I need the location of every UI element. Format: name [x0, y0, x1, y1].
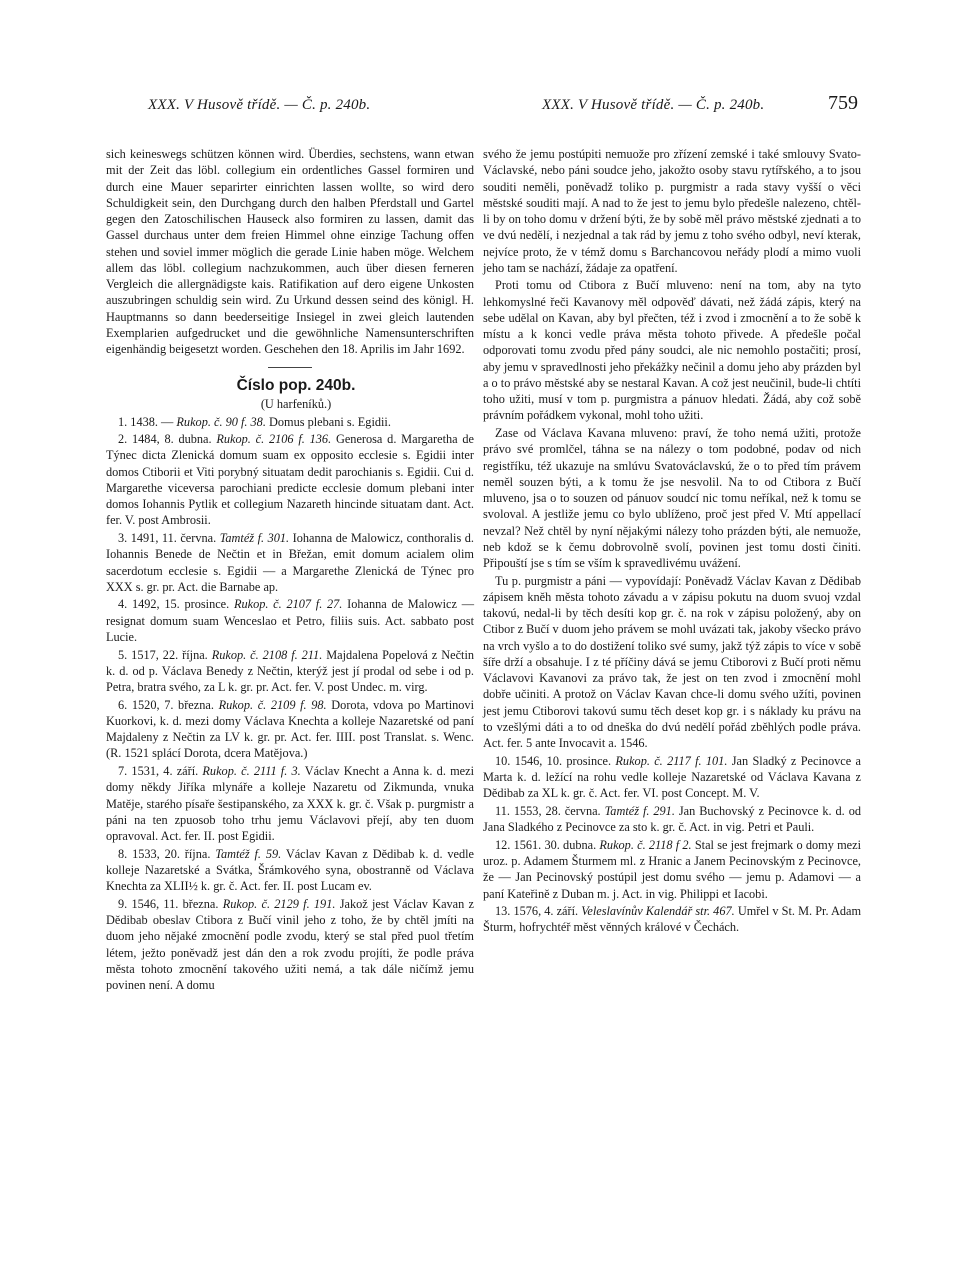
entry-date: 12. 1561. 30. dubna. — [495, 837, 597, 852]
entry-source-ref: Rukop. č. 2118 f 2. — [599, 837, 692, 852]
register-entry — [483, 903, 861, 936]
section-divider — [268, 367, 312, 368]
entry-text: Iohanna de Malowicz, conthoralis d. Iohannis Benede de Nečtin et in Břežan, emit domum acialem olim sacerdotum ecclesie s. Egidii — a Margarethe Zlenická de Týnec pro XXX s. gr. pr. Act. die Barnabe ap. — [106, 531, 474, 594]
register-entry — [106, 697, 474, 762]
entry-source-ref: Rukop. č. 2129 f. 191. — [222, 896, 336, 911]
register-entry — [483, 753, 861, 802]
register-entry — [106, 530, 474, 595]
entry-source-ref: Rukop. č. 2117 f. 101. — [615, 753, 728, 768]
entry-source-ref: Rukop. č. 2108 f. 211. — [211, 647, 323, 662]
entry-date: 7. 1531, 4. září. — [118, 764, 199, 779]
entry-text: Majdalena Popelová z Nečtin k. d. od p. Václava Benedy z Nečtin, kterýž jest jí prodal od sebe i od p. Petra, bratra svého, za L k. gr. pr. Act. fer. V. post Undec. m. virg. — [106, 647, 475, 695]
entry-source-ref: Tamtéž f. 291. — [604, 803, 675, 818]
entry-date: 5. 1517, 22. října. — [118, 647, 208, 662]
entry-source-ref: Rukop. č. 90 f. 38. — [176, 414, 266, 429]
entry-source-ref: Tamtéž f. 59. — [215, 846, 282, 861]
entry-list-left — [106, 414, 474, 994]
entry-date: 1. 1438. — — [118, 414, 174, 429]
register-entry — [106, 647, 474, 696]
section-title: Číslo pop. 240b. — [236, 377, 356, 395]
entry-date: 11. 1553, 28. června. — [495, 803, 601, 818]
page-number: 759 — [828, 92, 858, 114]
entry-date: 2. 1484, 8. dubna. — [118, 432, 212, 447]
entry-text: Umřel v St. M. Pr. Adam Šturm, hofrychtéř měst věnných králové v Čechách. — [483, 904, 862, 935]
right-paragraph: Tu p. purgmistr a páni — vypovídají: Poněvadž Václav Kavan z Dědibab zápisem kněh města tohoto závadu a v zápisu pokutu na duom svuoj vzdal takovú, nedal-li by těch desíti kop gr. č. na rok v zápisu položený, aby on Ctibor z Bučí v duom jeho právem se mohl uvázati tak, jakoby všecko právo na vrch vyšlo a to do dostižení toliko své sumy, jakž týž zápis to více v sobě šíře drží a obsahuje. I z té příčiny dává se jemu Ctiborovi z Bučí proti němu Václavovi Kavanovi za právo tak, že jest on ten zvod i zmocnění mohl dobře učiniti. A protož on Václav Kavan chce-li domu svého užíti, povinen jest jemu Ctiborovi takovú sumu těch deset kop gr. i s náklady ku právu na to vzešlými dáti a to od dneška do dvú nedělí pořád zběhlých podle práva. Act. fer. 5 ante Invocavit a. 1546. — [483, 573, 861, 751]
entry-date: 4. 1492, 15. prosince. — [118, 597, 230, 612]
register-entry — [106, 763, 474, 844]
entry-date: 6. 1520, 7. března. — [118, 697, 214, 712]
entry-text: Jakož jest Václav Kavan z Dědibab obeslav Ctibora z Bučí vinil jeho z toho, že by chtěl jmíti na duom jeho nějaké zmocnění podle zvodu, který se stal před puol třetím létem, ježto poněvadž jest dán den a rok zvodu projíti, že podle práva města tohoto zmocnění takového užiti nemá, a tak dále ničímž jemu povinen není. A domu — [106, 896, 475, 993]
running-header-left: XXX. V Husově třídě. — Č. p. 240b. — [148, 97, 371, 113]
entry-date: 13. 1576, 4. září. — [495, 904, 579, 919]
entry-text: Václav Knecht a Anna k. d. mezi domy někdy Jiříka mlynáře a kolleje Nazaretu od Zikmunda, vnuka Matěje, starého písaře šestipanského, za XXX k. gr. č. Však p. purgmistr a páni na ten zpuosob toho trhu jemu Václavovi přejí, aby ten duom opravoval. Act. fer. II. post Egidii. — [106, 764, 474, 844]
entry-date: 10. 1546, 10. prosince. — [495, 753, 612, 768]
register-entry — [483, 837, 861, 902]
entry-list-right — [483, 753, 861, 936]
entry-source-ref: Rukop. č. 2106 f. 136. — [216, 432, 332, 447]
entry-date: 8. 1533, 20. října. — [118, 846, 211, 861]
entry-text: Jan Sladký z Pecinovce a Marta k. d. ležící na rohu vedle kolleje Nazaretské od Václava Kavana z Dědibab za XL k. gr. č. Act. fer. VI. post Concept. M. V. — [483, 753, 862, 801]
register-entry — [106, 846, 474, 895]
entry-source-ref: Rukop. č. 2111 f. 3. — [202, 764, 301, 779]
right-paragraph: svého že jemu postúpiti nemuože pro zřízení zemské i také smlouvy Svato-Václavské, nebo páni soudce jeho, jakožto osoby stavu rytířského, a to jsou souditi neměli, poněvadž toliko p. purgmistr a rada stavy vyšší o věci městské souditi mají. A nad to že jest to jemu bylo předešle nalezeno, chtěl-li by on toho domu v držení býti, že by sobě měl právo městské zjednati a to ve dvú nedělí, i nezjednal a tak rád by jemu z toho svého odbyl, neví kterak, nejvíce proto, že v témž domu s Barchancovou neřády plodí a mimo vuoli jeho tam se nachází, žádaje za opatření. — [483, 147, 861, 275]
entry-text: Generosa d. Margaretha de Týnec dicta Zlenická domum suam ex opposito ecclesie s. Egidii inter domos Ctiborii et Viti porybný situatam dedit parochianis s. Egidii. Cui d. Margarethe viceversa parochiani predicte ecclesie domum plebani inter domos Iohannis Pytlik et collegium Nazareth hincinde situatam dant. Act. fer. V. post Ambrosii. — [106, 432, 475, 528]
register-entry — [483, 803, 861, 836]
section-subtitle: (U harfeníků.) — [260, 396, 332, 411]
register-entry — [106, 414, 474, 430]
intro-paragraph: sich keineswegs schützen können wird. Überdies, sechstens, wann etwan mit der Zeit das löbl. collegium ein ordentliches Gassel formiren und durch eine Mauer separirter einrichten lassen wollte, so wird dero Schuldigkeit sein, den Durchgang durch den halben Pferdstall und Gartel gegen den Zatoschilischen Hauseck also formiren zu lassen, damit das Gassel durchaus unter dem freien Himmel ohne einzige Tachung offen stehen und soviel immer möglich die gerade Linie haben möge. Welchem allem das löbl. collegium nachzukommen, auch über diesen ferneren Vergleich die allergnädigste kais. Ratifikation auf dero eigene Unkosten auszubringen schuldig sein wird. Zu Urkund dessen seind des königl. H. Hauptmanns so dann beederseitige Insiegel in zwei gleich lautenden Exemplarien aufgedrucket und die gewöhnliche Namensunterschriften eigenhändig beigesetzt worden. Geschehen den 18. Aprilis im Jahr 1692. — [106, 147, 474, 356]
entry-source-ref: Veleslavínův Kalendář str. 467. — [581, 904, 735, 919]
entry-text: Stal se jest frejmark o domy mezi uroz. p. Adamem Šturmem ml. z Hranic a Janem Pecinovským z Pecinovce, že — Jan Pecinovský postúpil jest domu svého — jemu p. Adamovi — a paní Kateřině z Duban m. j. Act. in vig. Philippi et Iacobi. — [483, 837, 861, 901]
left-column — [106, 146, 474, 995]
register-entry — [106, 431, 474, 529]
register-entry — [106, 896, 474, 994]
right-column — [483, 146, 861, 937]
right-paragraph: Zase od Václava Kavana mluveno: praví, že toho nemá užiti, protože právo své promlčel, táhna se na nálezy o tom podobné, podav od nich registříku, též ukazuje na smlúvu Svatováclavskú, že o to před tím právem neměl souzen býti, a k tomu že jse nesvolil. Na to od Ctibora z Bučí mluveno, jsa o to souzen od pánuov soudcí nic tomu neříkal, než k tomu se svoloval. A jestliže jemu co bylo ublíženo, proč jest před V. Mtí appellací nevzal? Než chtěl by nyní nějakými nálezy toho prázden býti, ale nemuože, neb kdož se k čemu dobrovolně svolí, povinen jest tomu dosti činiti. Připouští jse s tím se vším k spravedlivému uvážení. — [483, 426, 861, 571]
entry-text: Jan Buchovský z Pecinovce k. d. od Jana Sladkého z Pecinovce za sto k. gr. č. Act. in vig. Petri et Pauli. — [483, 803, 862, 835]
entry-date: 9. 1546, 11. března. — [118, 896, 219, 911]
register-entry — [106, 596, 474, 645]
entry-text: Václav Kavan z Dědibab k. d. vedle kolleje Nazaretské a Svátka, Šrámkového syna, obostranně od Václava Knechta za XLII½ k. gr. č. Act. fer. II. post Lucam ev. — [106, 846, 474, 894]
entry-text: Iohanna de Malowicz — resignat domum suam Wenceslao et Petro, filiis suis. Act. sabbato post Lucie. — [106, 597, 475, 644]
entry-date: 3. 1491, 11. června. — [118, 531, 217, 546]
running-header-right: XXX. V Husově třídě. — Č. p. 240b. — [542, 97, 765, 113]
entry-text: Dorota, vdova po Martinovi Kuorkovi, k. d. mezi domy Václava Knechta a kolleje Nazaretské od paní Majdaleny z Nečtin za LV k. gr. pr. Act. fer. IIII. post Translat. s. Wenc. (R. 1521 splácí Dorota, dcera Matějova.) — [106, 697, 474, 761]
entry-source-ref: Rukop. č. 2107 f. 27. — [233, 597, 343, 612]
right-paragraph: Proti tomu od Ctibora z Bučí mluveno: není na tom, aby na tyto lehkomyslné řeči Kavanovy měl odpověď dávati, než žádá zápis, který na sebe udělal on Kavan, aby byl přečten, též i zvod i zmocnění a to že sobě k místu a k konci vedle práva města tohoto přivede. A předešle počal odporovati tomu zvodu před pány soudci, ale nic nemohlo postačiti; prosí, aby jemu v spravedlnosti jeho překážky nečinil a domu jeho aby prázden byl a o to právo městské aby se nestaral Kavan. A což jest neučinil, bude-li chtíti toho užiti, musí v tom p. purgmistra a pánuov hledati. Žádá, aby což sobě právním pořádkem vykonal, mohl toho užiti. — [483, 278, 861, 423]
entry-source-ref: Tamtéž f. 301. — [219, 531, 290, 546]
entry-source-ref: Rukop. č. 2109 f. 98. — [218, 697, 327, 712]
entry-text: Domus plebani s. Egidii. — [268, 414, 391, 429]
